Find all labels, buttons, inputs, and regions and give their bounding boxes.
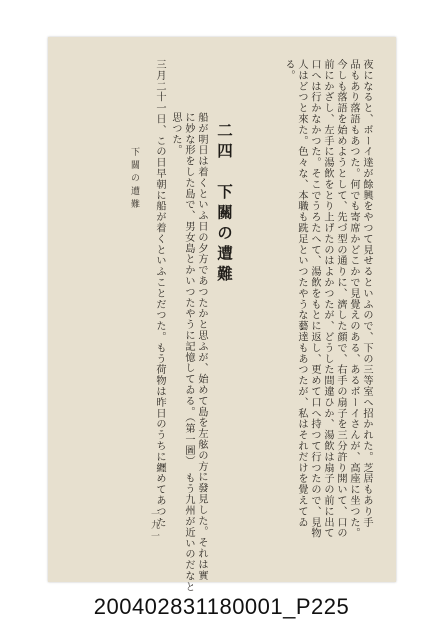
text-line: 今しも落語を始めようとして、先づ型の通りに、濟した顔で、右手の扇子を三分許り開いて、口の [335, 59, 346, 539]
body-paragraph [230, 59, 373, 539]
text-line: に妙な形をした島で、男女島とかいつたやうに記憶してゐる。（第一圖） もう九州が近いのだなと [183, 112, 194, 593]
text-line: 品もあり落語もあつた。何でも寄席かどこかで見覺えのある、あるボーイさんが、高座に坐つた。 [348, 59, 359, 539]
section-heading: 二四 下關の遭難 [215, 122, 234, 286]
text-line: 夜になると、ボーイ達が餘興をやつて見せるといふので、下の三等室へ招かれた。芝居もあり手 [361, 59, 372, 528]
text-line: 三月二十一日、この日早朝に船が着くといふことだつた。もう荷物は昨日のうちに纒めてあつた [154, 59, 165, 528]
text-line: 前にかざし、左手に湯飲をとり上げたのはよかつたが、どうした間違ひか、湯飲は扇子の前に出て [322, 59, 333, 539]
page-number: 一九一 [149, 509, 159, 542]
book-page [48, 37, 396, 593]
text-line: 思つた。 [170, 112, 181, 156]
text-line: る。 [283, 59, 294, 81]
text-line: 口へは行かなかつた。そこでうろたへて、湯飲をもとに返し、更めて口へ持つて行つたので、見物 [309, 59, 320, 539]
text-line: 人はどつと來た。色々な、本職も跣足といつたやうな藝達もあつたが、私はそれだけを覺えてゐ [296, 59, 307, 528]
image-id-caption: 200402831180001_P225 [93, 594, 350, 619]
running-head: 下關の遭難 [129, 147, 139, 212]
body-paragraph-2 [168, 112, 208, 593]
text-line: 船が明日は着くといふ日の夕方であつたかと思ふが、始めて島を左舷の方に發見した。それは實 [196, 112, 207, 581]
